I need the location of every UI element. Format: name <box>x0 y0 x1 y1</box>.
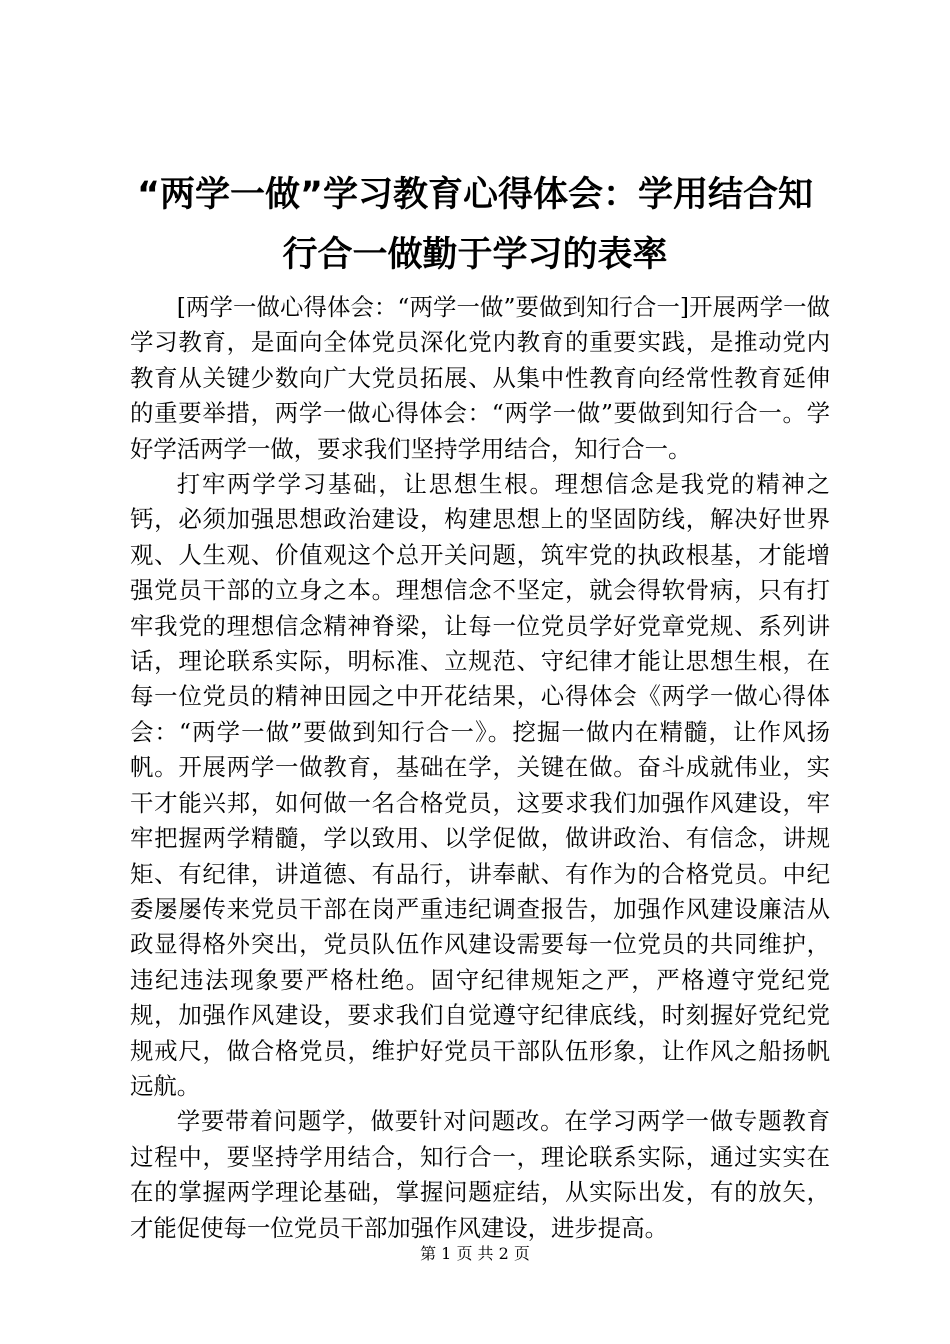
body-paragraph-1: [两学一做心得体会：“两学一做”要做到知行合一]开展两学一做学习教育，是面向全体党员深化党内教育的重要实践，是推动党内教育从关键少数向广大党员拓展、从集中性教育向经常性教育延伸的重要举措，两学一做心得体会：“两学一做”要做到知行合一。学好学活两学一做，要求我们坚持学用结合，知行合一。 <box>130 293 830 463</box>
body-paragraph-3: 学要带着问题学，做要针对问题改。在学习两学一做专题教育过程中，要坚持学用结合，知行合一，理论联系实际，通过实实在在的掌握两学理论基础，掌握问题症结，从实际出发，有的放矢，才能促使每一位党员干部加强作风建设，进步提高。 <box>130 1107 830 1242</box>
title-line-2: 行合一做勤于学习的表率 <box>282 235 668 275</box>
title-line-1: “两学一做”学习教育心得体会：学用结合知 <box>136 175 813 215</box>
document-body <box>130 290 830 1246</box>
body-paragraph-2: 打牢两学学习基础，让思想生根。理想信念是我党的精神之钙，必须加强思想政治建设，构建思想上的坚固防线，解决好世界观、人生观、价值观这个总开关问题，筑牢党的执政根基，才能增强党员干部的立身之本。理想信念不坚定，就会得软骨病，只有打牢我党的理想信念精神脊梁，让每一位党员学好党章党规、系列讲话，理论联系实际，明标准、立规范、守纪律才能让思想生根，在每一位党员的精神田园之中开花结果，心得体会《两学一做心得体会：“两学一做”要做到知行合一》。挖掘一做内在精髓，让作风扬帆。开展两学一做教育，基础在学，关键在做。奋斗成就伟业，实干才能兴邦，如何做一名合格党员，这要求我们加强作风建设，牢牢把握两学精髓，学以致用、以学促做，做讲政治、有信念，讲规矩、有纪律，讲道德、有品行，讲奉献、有作为的合格党员。中纪委屡屡传来党员干部在岗严重违纪调查报告，加强作风建设廉洁从政显得格外突出，党员队伍作风建设需要每一位党员的共同维护，违纪违法现象要严格杜绝。固守纪律规矩之严，严格遵守党纪党规，加强作风建设，要求我们自觉遵守纪律底线，时刻握好党纪党规戒尺，做合格党员，维护好党员干部队伍形象，让作风之船扬帆远航。 <box>130 470 830 1100</box>
page-number-footer: 第 1 页 共 2 页 <box>420 1244 530 1263</box>
document-title <box>110 165 840 285</box>
